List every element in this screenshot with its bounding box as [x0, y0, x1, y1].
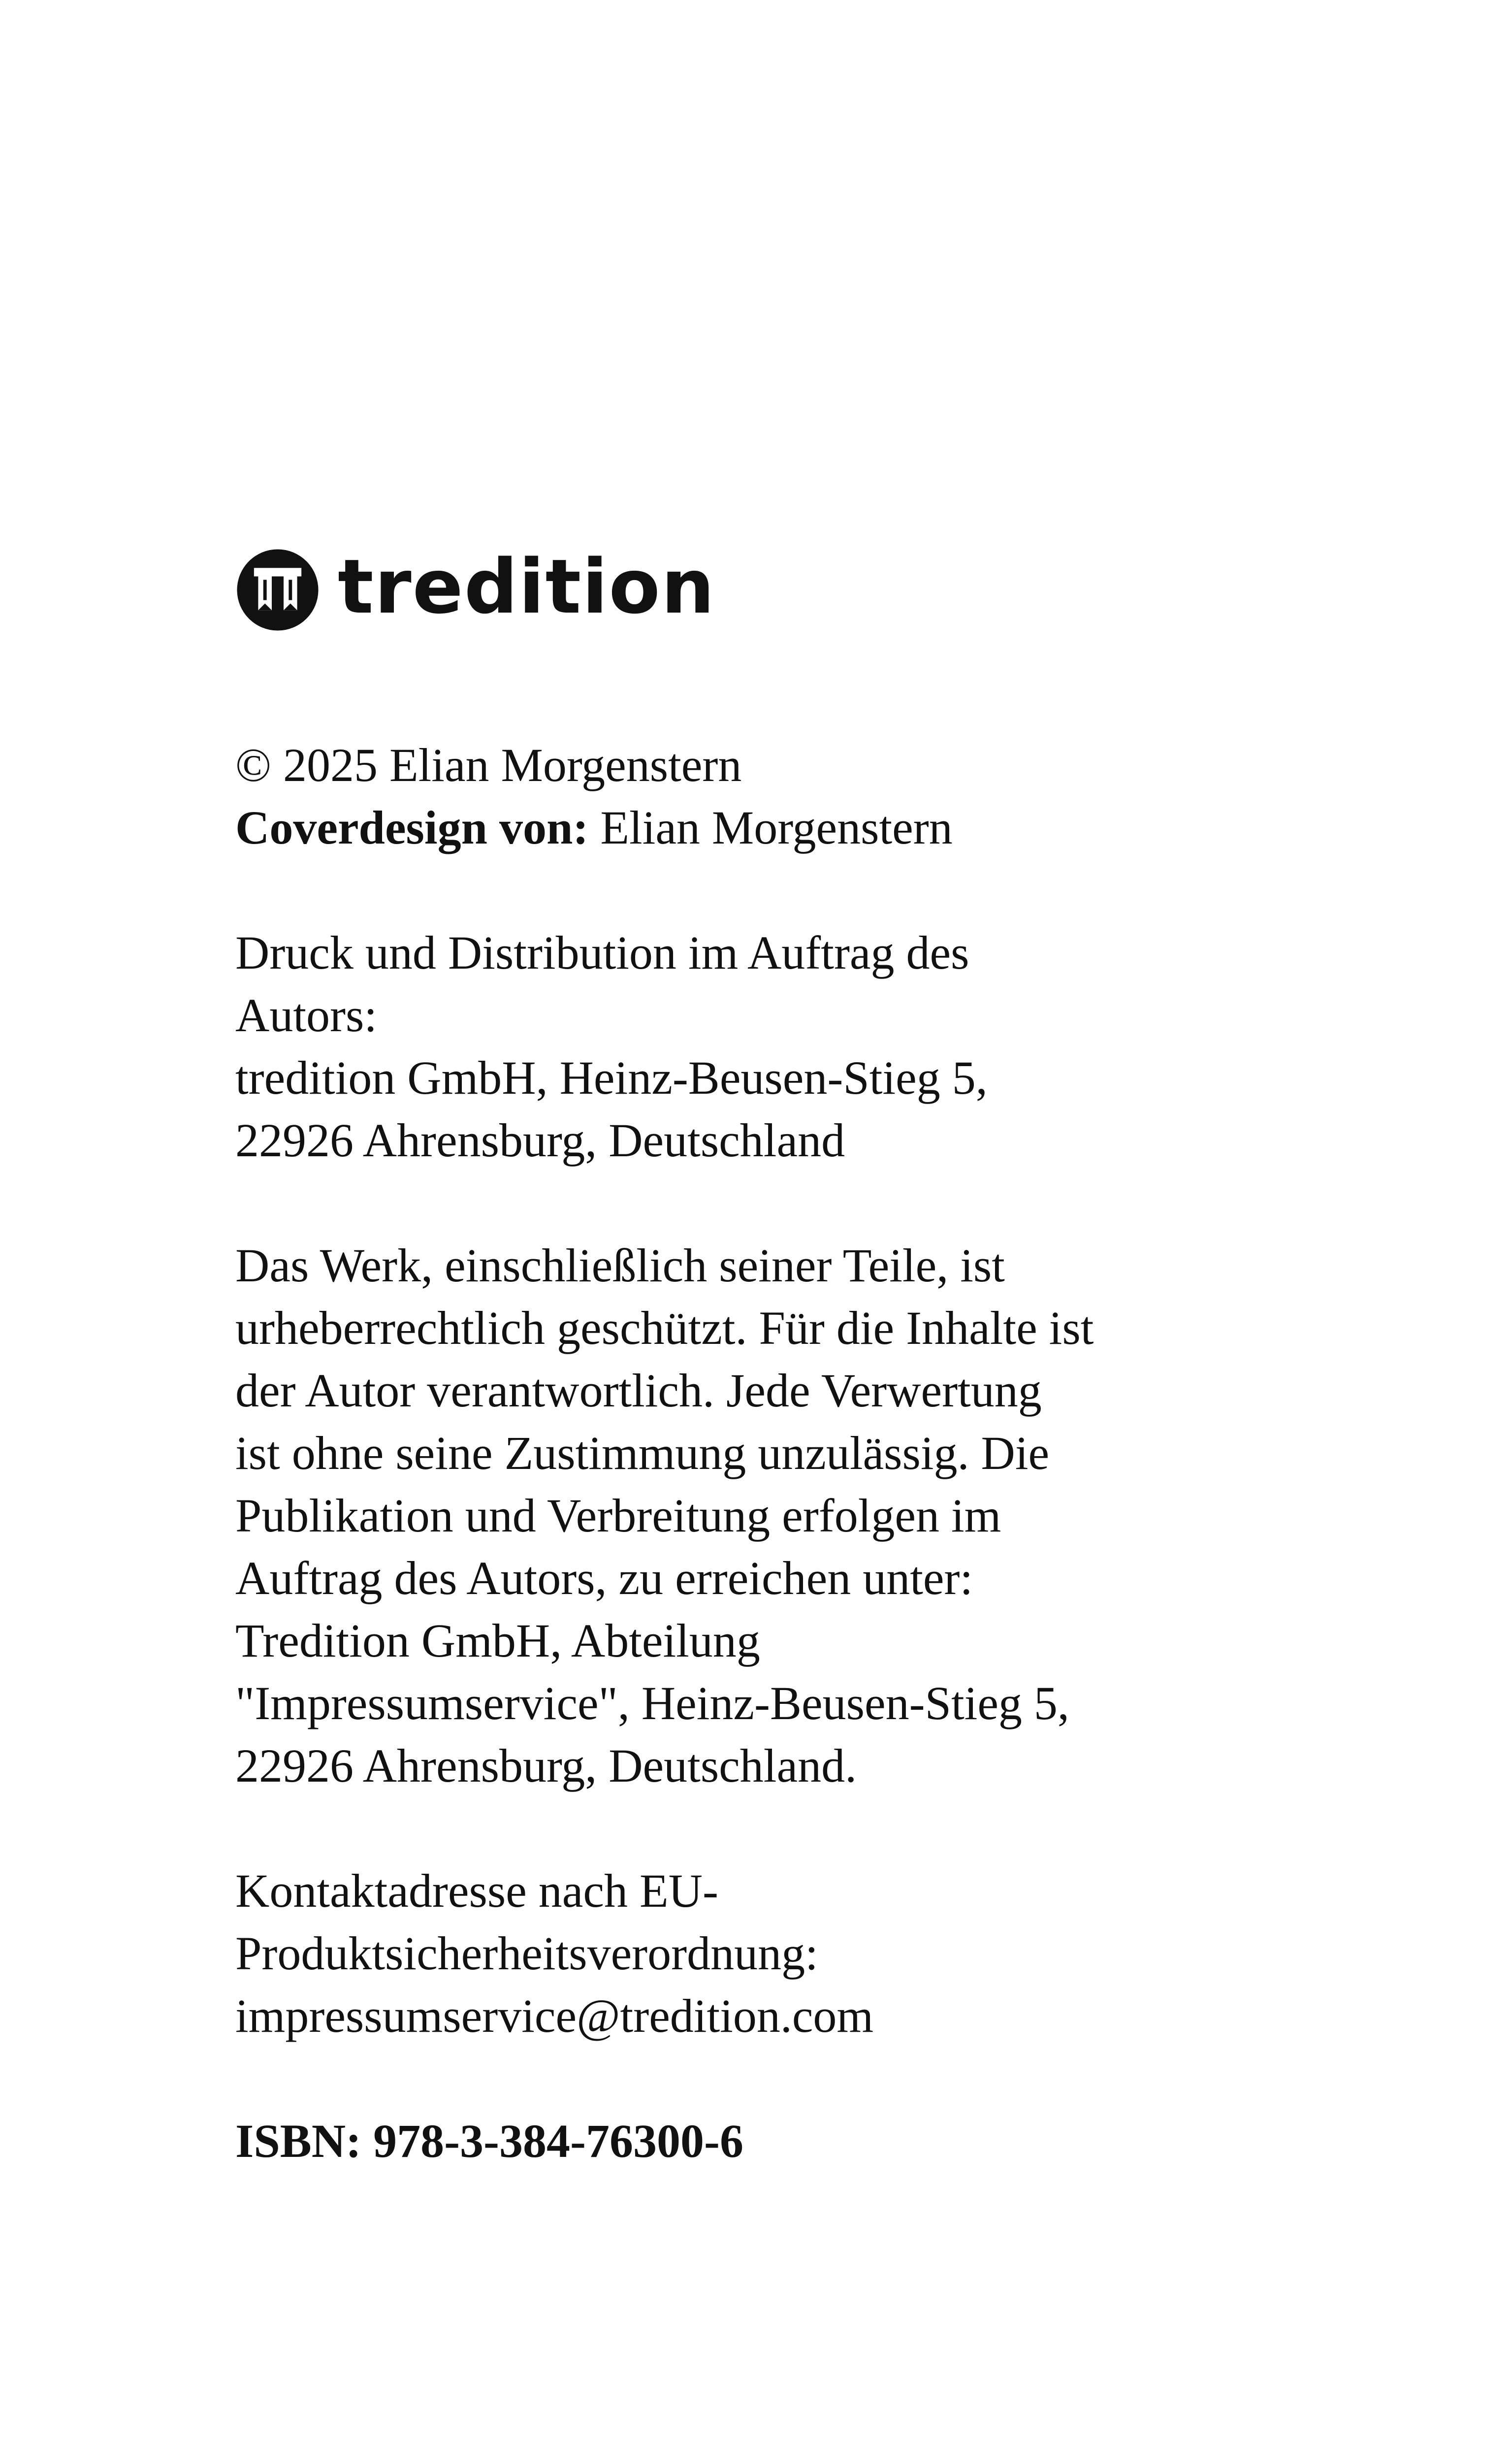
- imprint-text: [235, 734, 1220, 2235]
- rights-line: "Impressumservice", Heinz-Beusen-Stieg 5,: [235, 1677, 1069, 1729]
- copyright-block: [235, 734, 1220, 859]
- printing-line: Druck und Distribution im Auftrag des: [235, 926, 969, 979]
- tredition-logo-icon: [235, 548, 320, 632]
- rights-line: Das Werk, einschließlich seiner Teile, ist: [235, 1239, 1005, 1292]
- rights-block: [235, 1234, 1220, 1797]
- contact-email: impressumservice@tredition.com: [235, 1989, 874, 2042]
- cover-design-label: Coverdesign von:: [235, 801, 589, 854]
- rights-line: der Autor verantwortlich. Jede Verwertung: [235, 1364, 1042, 1417]
- rights-line: Publikation und Verbreitung erfolgen im: [235, 1489, 1001, 1542]
- isbn-block: [235, 2110, 1220, 2172]
- printing-line: 22926 Ahrensburg, Deutschland: [235, 1114, 845, 1167]
- logo-wordmark: tredition: [338, 543, 716, 630]
- contact-block: [235, 1859, 1220, 2047]
- publisher-logo: [235, 543, 716, 634]
- rights-line: ist ohne seine Zustimmung unzulässig. Die: [235, 1427, 1050, 1479]
- printing-line: Autors:: [235, 989, 377, 1042]
- rights-line: urheberrechtlich geschützt. Für die Inhalte ist: [235, 1302, 1094, 1354]
- cover-design-line: [235, 796, 1220, 859]
- contact-line: Produktsicherheitsverordnung:: [235, 1927, 818, 1980]
- rights-line: Tredition GmbH, Abteilung: [235, 1614, 760, 1667]
- contact-line: Kontaktadresse nach EU-: [235, 1864, 718, 1917]
- rights-line: 22926 Ahrensburg, Deutschland.: [235, 1739, 857, 1792]
- rights-line: Auftrag des Autors, zu erreichen unter:: [235, 1552, 973, 1604]
- printing-line: tredition GmbH, Heinz-Beusen-Stieg 5,: [235, 1051, 988, 1104]
- printing-block: [235, 921, 1220, 1172]
- isbn-line: ISBN: 978-3-384-76300-6: [235, 2115, 743, 2167]
- cover-design-value: Elian Morgenstern: [588, 801, 953, 854]
- copyright-line: © 2025 Elian Morgenstern: [235, 739, 742, 791]
